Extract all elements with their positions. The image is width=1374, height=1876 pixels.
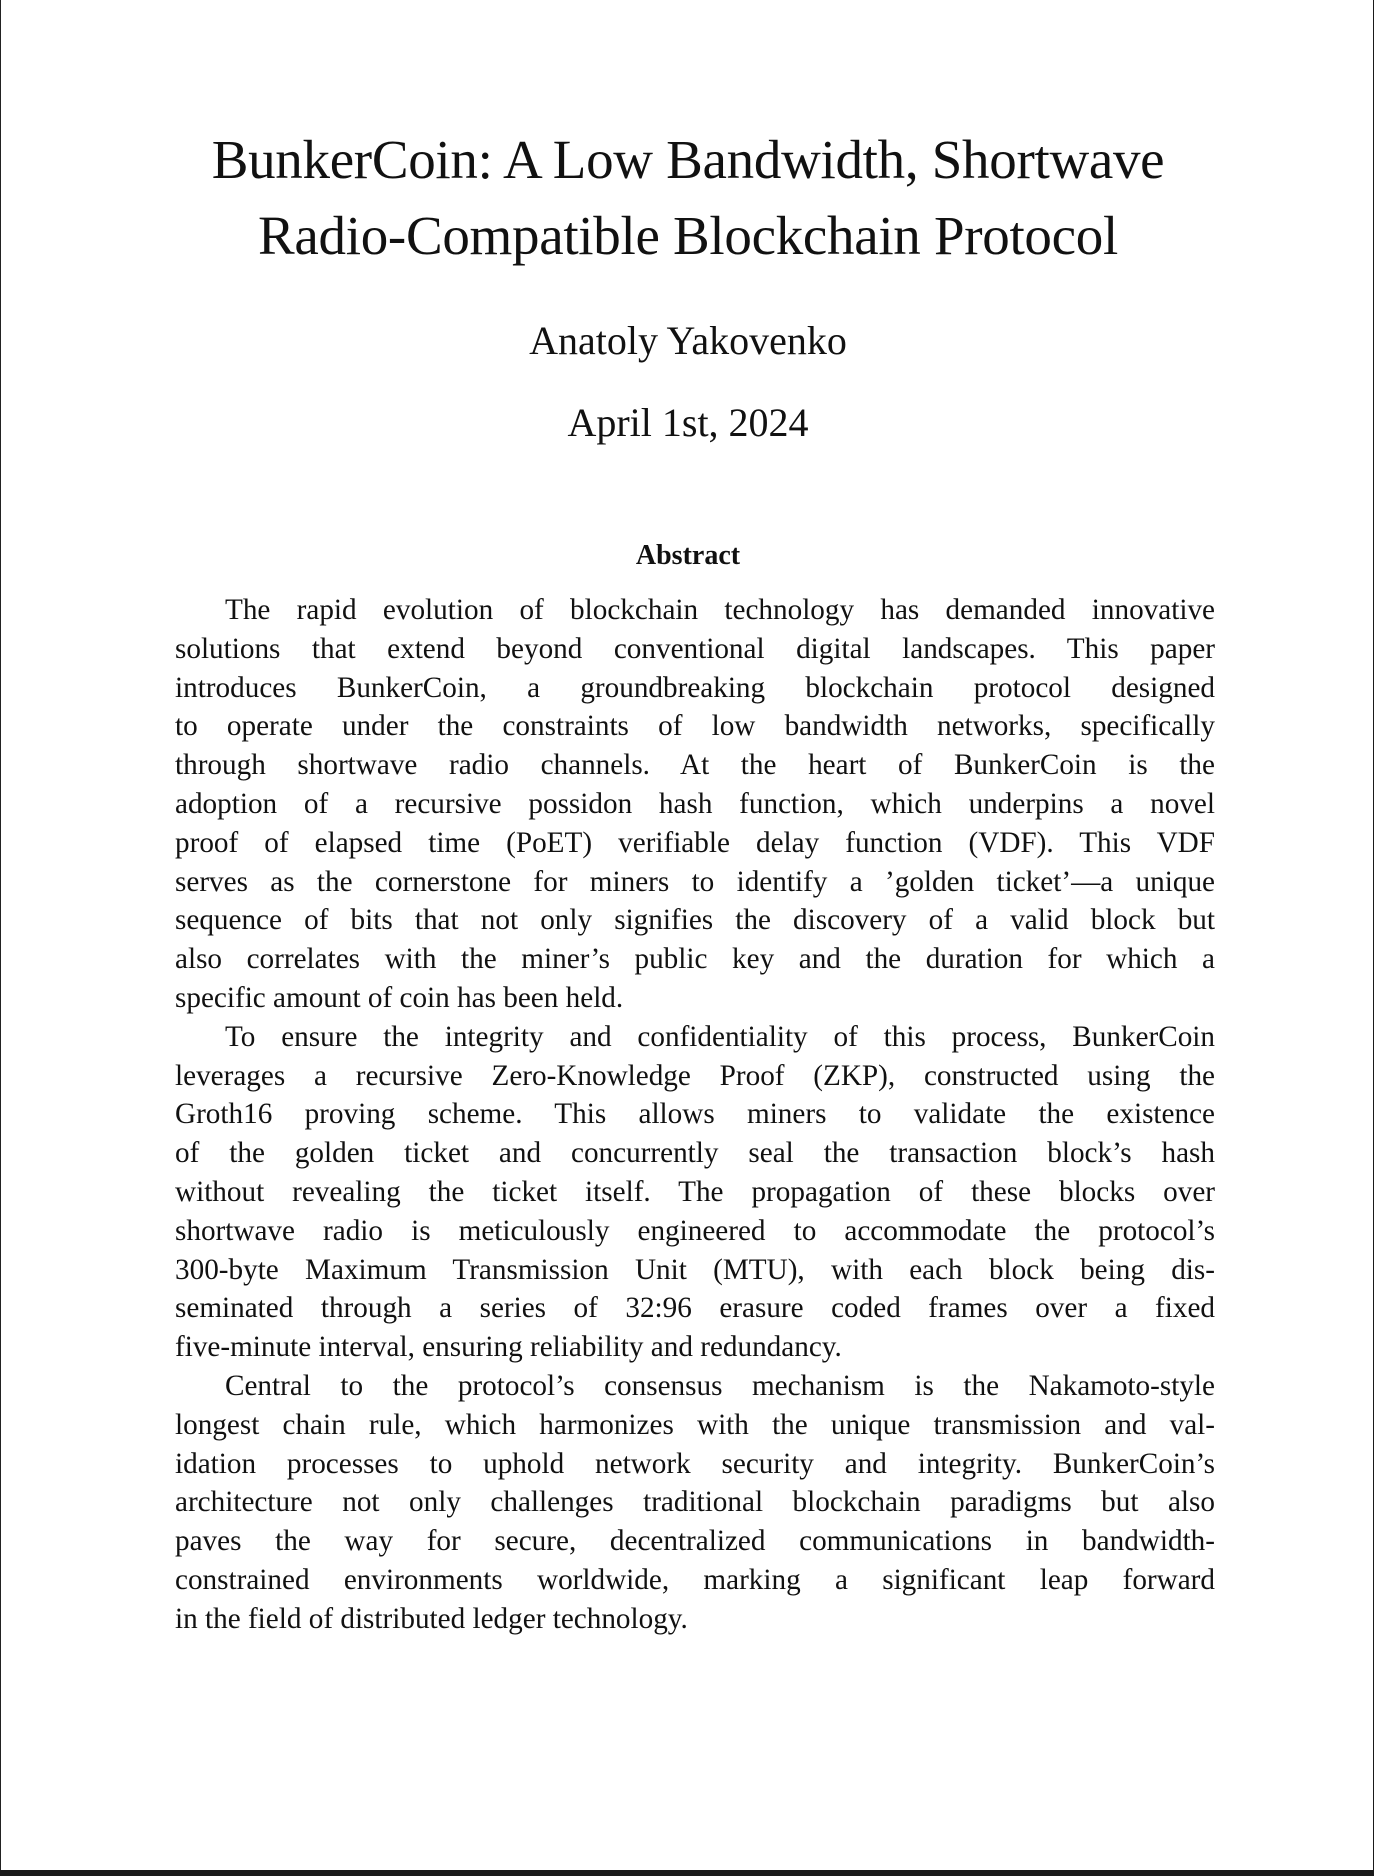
text-line: seminated through a series of 32:96 erasure coded frames over a fixed bbox=[175, 1292, 1215, 1325]
abstract-heading: Abstract bbox=[635, 540, 741, 571]
text-line: idation processes to uphold network security and integrity. BunkerCoin’s bbox=[175, 1447, 1215, 1480]
text-line: constrained environments worldwide, marking a significant leap forward bbox=[175, 1563, 1215, 1596]
text-line: paves the way for secure, decentralized communications in bandwidth- bbox=[175, 1525, 1215, 1558]
abstract-body bbox=[175, 591, 1215, 1639]
text-line: introduces BunkerCoin, a groundbreaking blockchain protocol designed bbox=[175, 671, 1215, 704]
abstract-paragraph-3 bbox=[175, 1367, 1215, 1639]
page-bottom-edge bbox=[0, 1870, 1374, 1876]
text-line: longest chain rule, which harmonizes with the unique transmission and val- bbox=[175, 1408, 1215, 1441]
text-line: 300-byte Maximum Transmission Unit (MTU), with each block being dis- bbox=[175, 1253, 1215, 1286]
text-line: through shortwave radio channels. At the heart of BunkerCoin is the bbox=[175, 749, 1215, 782]
abstract-paragraph-2 bbox=[175, 1018, 1215, 1367]
text-line: adoption of a recursive possidon hash function, which underpins a novel bbox=[175, 787, 1215, 820]
text-line: solutions that extend beyond conventional digital landscapes. This paper bbox=[175, 632, 1215, 665]
text-line: Central to the protocol’s consensus mechanism is the Nakamoto-style bbox=[225, 1369, 1215, 1402]
text-line: proof of elapsed time (PoET) verifiable delay function (VDF). This VDF bbox=[175, 826, 1215, 859]
text-line: Groth16 proving scheme. This allows miners to validate the existence bbox=[175, 1098, 1215, 1131]
paper-title bbox=[1, 122, 1374, 274]
text-line: specific amount of coin has been held. bbox=[175, 981, 624, 1014]
text-line: The rapid evolution of blockchain technology has demanded innovative bbox=[225, 594, 1215, 626]
title-line: BunkerCoin: A Low Bandwidth, Shortwave bbox=[211, 129, 1165, 190]
text-line: to operate under the constraints of low bandwidth networks, specifically bbox=[175, 710, 1215, 743]
text-line: in the field of distributed ledger technology. bbox=[175, 1602, 688, 1635]
text-line: without revealing the ticket itself. The propagation of these blocks over bbox=[175, 1175, 1215, 1208]
text-line: architecture not only challenges traditional blockchain paradigms but also bbox=[175, 1486, 1215, 1519]
text-line: shortwave radio is meticulously engineered to accommodate the protocol’s bbox=[175, 1214, 1215, 1247]
publication-date: April 1st, 2024 bbox=[567, 400, 809, 445]
abstract-paragraph-1 bbox=[175, 591, 1215, 1018]
text-line: leverages a recursive Zero-Knowledge Proof (ZKP), constructed using the bbox=[175, 1059, 1215, 1092]
text-line: of the golden ticket and concurrently seal the transaction block’s hash bbox=[175, 1137, 1215, 1170]
text-line: also correlates with the miner’s public key and the duration for which a bbox=[175, 943, 1215, 976]
title-line: Radio-Compatible Blockchain Protocol bbox=[258, 205, 1118, 266]
text-line: To ensure the integrity and confidentiality of this process, BunkerCoin bbox=[225, 1020, 1215, 1053]
author-name: Anatoly Yakovenko bbox=[529, 318, 847, 363]
text-line: serves as the cornerstone for miners to identify a ’golden ticket’—a unique bbox=[175, 865, 1215, 898]
text-line: sequence of bits that not only signifies the discovery of a valid block but bbox=[175, 904, 1215, 937]
text-line: five-minute interval, ensuring reliability and redundancy. bbox=[175, 1331, 842, 1364]
